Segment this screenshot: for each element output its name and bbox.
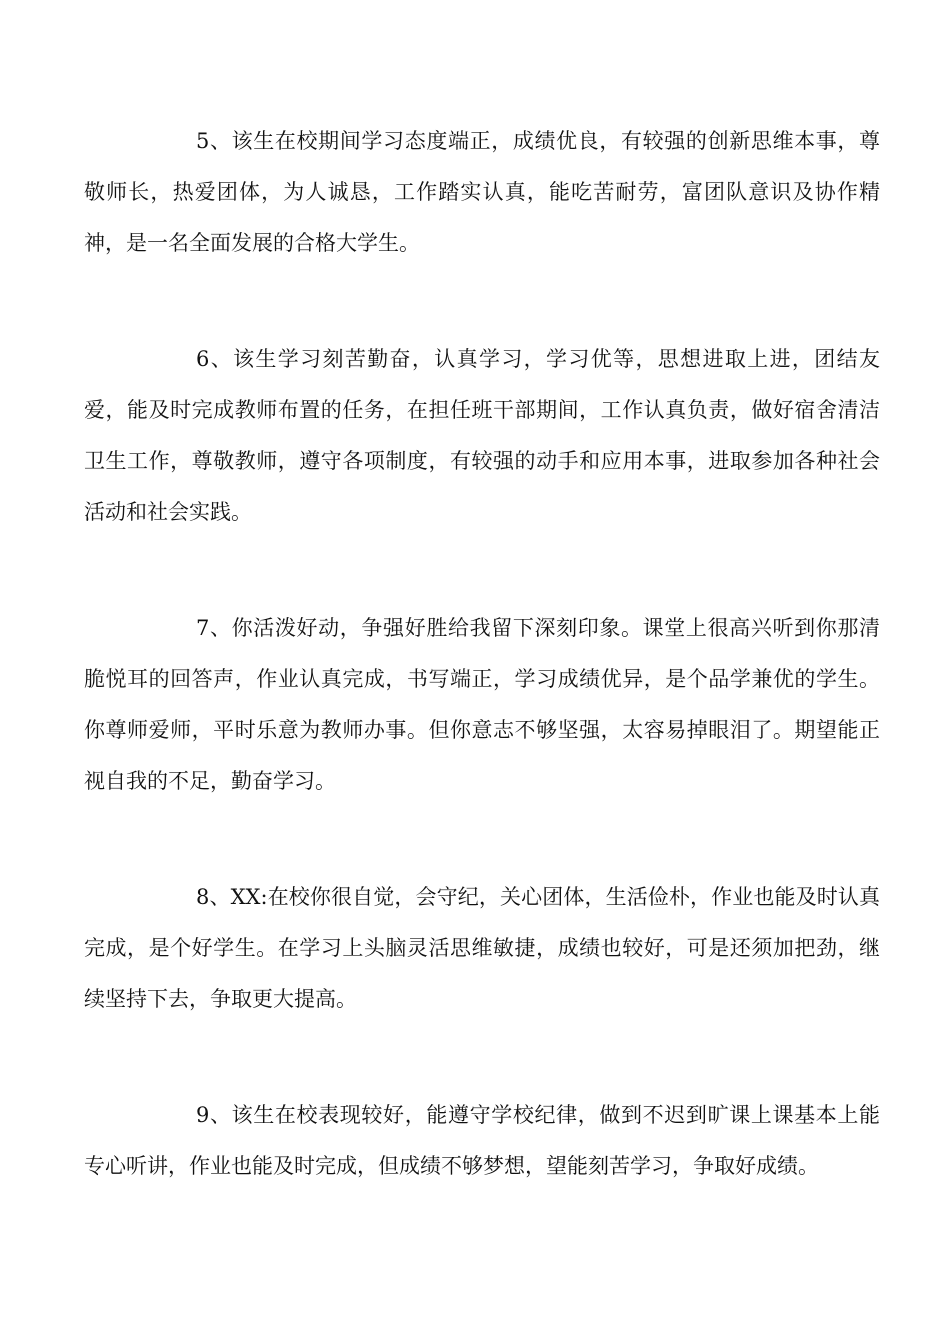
paragraph-7: 7、你活泼好动，争强好胜给我留下深刻印象。课堂上很高兴听到你那清脆悦耳的回答声，作业认真完成，书写端正，学习成绩优异，是个品学兼优的学生。你尊师爱师，平时乐意为教师办事。但你意志不够坚强，太容易掉眼泪了。期望能正视自我的不足，勤奋学习。 [84,616,880,793]
document-body [84,116,880,1192]
paragraph-8: 8、XX:在校你很自觉，会守纪，关心团体，生活俭朴，作业也能及时认真完成，是个好学生。在学习上头脑灵活思维敏捷，成绩也较好，可是还须加把劲，继续坚持下去，争取更大提高。 [84,885,880,1011]
paragraph-6: 6、该生学习刻苦勤奋，认真学习，学习优等，思想进取上进，团结友爱，能及时完成教师布置的任务，在担任班干部期间，工作认真负责，做好宿舍清洁卫生工作，尊敬教师，遵守各项制度，有较强的动手和应用本事，进取参加各种社会活动和社会实践。 [84,347,880,524]
paragraph-5: 5、该生在校期间学习态度端正，成绩优良，有较强的创新思维本事，尊敬师长，热爱团体，为人诚恳，工作踏实认真，能吃苦耐劳，富团队意识及协作精神，是一名全面发展的合格大学生。 [84,129,880,255]
paragraph-9: 9、该生在校表现较好，能遵守学校纪律，做到不迟到旷课上课基本上能专心听讲，作业也能及时完成，但成绩不够梦想，望能刻苦学习，争取好成绩。 [84,1103,880,1178]
